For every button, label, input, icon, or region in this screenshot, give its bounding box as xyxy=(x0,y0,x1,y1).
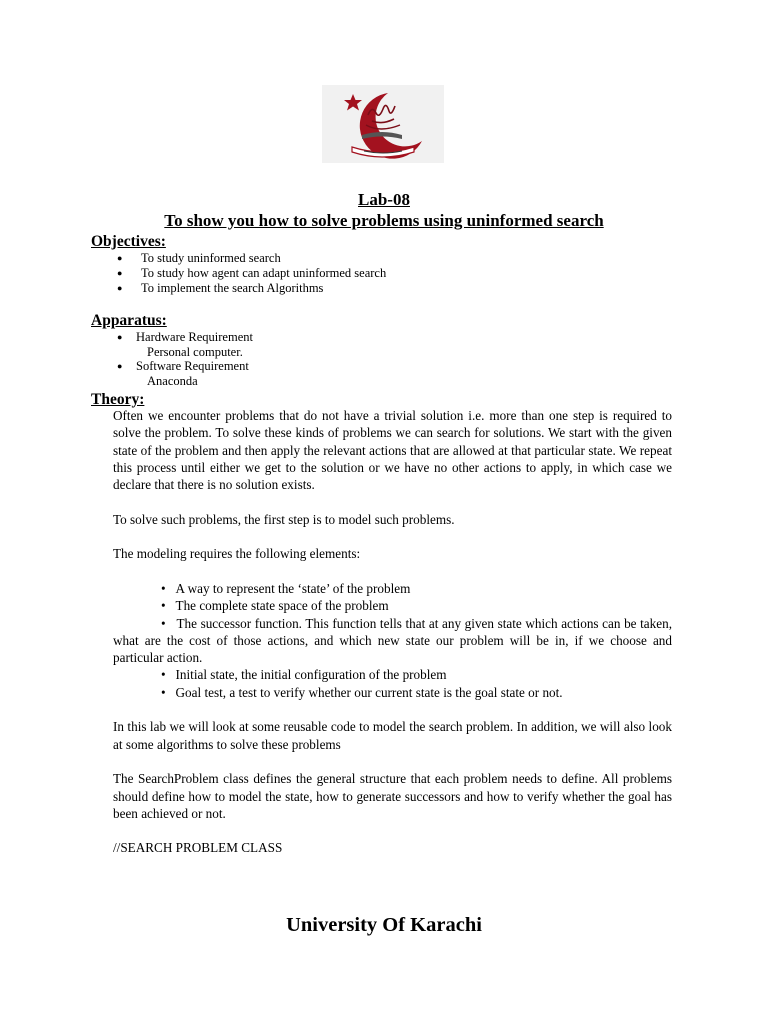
list-item: • The successor function. This function tells that at any given state which actions can be taken, what are the cost of those actions, and which new state our problem will be in, if we choose and particular action. xyxy=(113,615,672,666)
university-logo xyxy=(322,85,444,163)
list-item: • Goal test, a test to verify whether our current state is the goal state or not. xyxy=(161,684,563,700)
footer-title: University Of Karachi xyxy=(286,914,482,936)
crescent-star-emblem-icon xyxy=(322,85,444,163)
theory-paragraph: The SearchProblem class defines the general structure that each problem needs to define. All problems should define how to model the state, how to generate successors and how to verify whether the goal has been achieved or not. xyxy=(113,771,672,821)
code-comment: //SEARCH PROBLEM CLASS xyxy=(113,840,283,856)
list-item: • Initial state, the initial configuration of the problem xyxy=(161,667,447,683)
list-item: • The complete state space of the problem xyxy=(161,598,389,614)
theory-paragraph: The modeling requires the following elements: xyxy=(113,546,361,562)
theory-paragraph: Often we encounter problems that do not have a trivial solution i.e. more than one step is required to solve the problem. To solve these kinds of problems we can search for solutions. We start with the given state of the problem and then apply the relevant actions that are allowed at that particular state. We repeat this process until either we get to the solution or we have no other actions to apply, in which case we declare that there is no solution exists. xyxy=(113,408,672,493)
lab-title: Lab-08 xyxy=(358,190,410,209)
theory-paragraph: In this lab we will look at some reusable code to model the search problem. In addition, we will also look at some algorithms to solve these problems xyxy=(113,719,672,752)
lab-subtitle: To show you how to solve problems using uninformed search xyxy=(164,211,604,230)
theory-body xyxy=(113,407,672,874)
theory-paragraph: To solve such problems, the first step is to model such problems. xyxy=(113,511,455,527)
modeling-elements-list xyxy=(113,580,672,701)
objectives-heading: Objectives: xyxy=(91,233,166,250)
apparatus-heading: Apparatus: xyxy=(91,312,167,329)
theory-heading: Theory: xyxy=(91,391,145,408)
list-item: • A way to represent the ‘state’ of the problem xyxy=(161,580,411,596)
